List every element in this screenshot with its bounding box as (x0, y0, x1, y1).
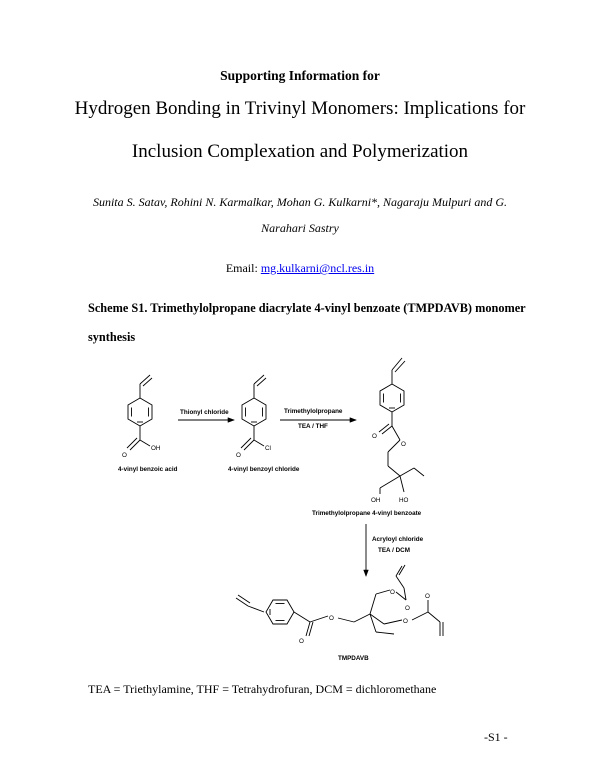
authors-line-2: Narahari Sastry (261, 221, 339, 235)
page-number: -S1 - (484, 730, 508, 744)
tmpdavb-acrylate-carbonyl-1: O (405, 605, 410, 612)
tmpdavb-structure (236, 565, 443, 645)
tmpdavb-acrylate-oxygen-1: O (390, 589, 395, 596)
acid-carbonyl-oxygen: O (122, 452, 127, 459)
compound-label-product: TMPDAVB (338, 655, 369, 662)
chloride-carbonyl-oxygen: O (236, 452, 241, 459)
ester-hydroxyl-1: OH (371, 497, 381, 504)
tmpdavb-acrylate-oxygen-2: O (403, 618, 408, 625)
ester-oxygen: O (401, 441, 406, 448)
supporting-info-heading: Supporting Information for (220, 68, 380, 83)
vinyl-benzoic-acid-structure (122, 375, 161, 459)
tmp-vinyl-benzoate-structure (371, 358, 424, 504)
paper-title-line-1: Hydrogen Bonding in Trivinyl Monomers: Implications for (74, 98, 526, 119)
acid-hydroxyl-label: OH (151, 445, 161, 452)
reagent-thionyl-chloride: Thionyl chloride (180, 409, 229, 416)
tmpdavb-carbonyl-oxygen: O (299, 638, 304, 645)
tmpdavb-ester-oxygen: O (329, 615, 334, 622)
reagent-trimethylolpropane: Trimethylolpropane (284, 408, 343, 415)
paper-title-line-2: Inclusion Complexation and Polymerization (131, 141, 469, 162)
reagent-acryloyl-chloride: Acryloyl chloride (372, 536, 424, 543)
chlorine-atom-label: Cl (265, 445, 271, 452)
email-link[interactable]: mg.kulkarni@ncl.res.in (260, 261, 375, 275)
email-label: Email: (225, 261, 261, 275)
compound-label-chloride: 4-vinyl benzoyl chloride (228, 466, 300, 473)
reagent-tea-thf: TEA / THF (298, 423, 328, 430)
abbreviations-footnote: TEA = Triethylamine, THF = Tetrahydrofuran, DCM = dichloromethane (88, 682, 437, 696)
scheme-title-line-1: Scheme S1. Trimethylolpropane diacrylate 4-vinyl benzoate (TMPDAVB) monomer (88, 301, 526, 315)
vinyl-benzoyl-chloride-structure (236, 375, 271, 459)
tmpdavb-acrylate-carbonyl-2: O (425, 593, 430, 600)
reagent-tea-dcm: TEA / DCM (378, 547, 410, 554)
ester-carbonyl-oxygen: O (372, 433, 377, 440)
scheme-title-line-2: synthesis (88, 330, 136, 344)
authors-line-1: Sunita S. Satav, Rohini N. Karmalkar, Mohan G. Kulkarni*, Nagaraju Mulpuri and G. (92, 195, 508, 209)
compound-label-ester: Trimethylolpropane 4-vinyl benzoate (312, 510, 422, 517)
compound-label-acid: 4-vinyl benzoic acid (118, 466, 178, 473)
ester-hydroxyl-2: HO (399, 497, 409, 504)
